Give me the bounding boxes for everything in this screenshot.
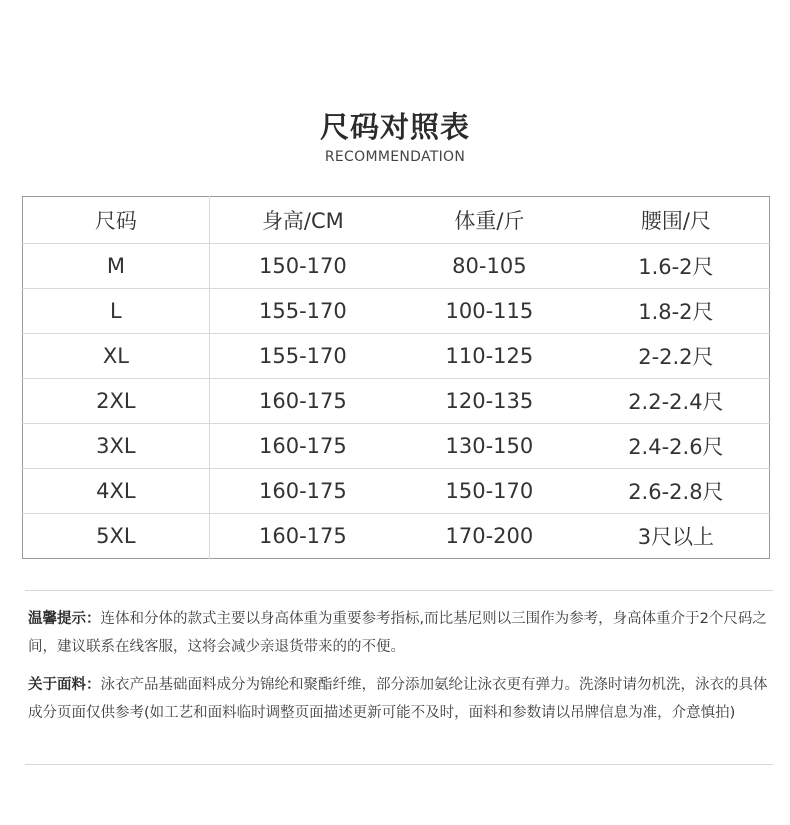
cell-height: 150-170 [209,244,396,289]
cell-waist: 2.6-2.8尺 [583,469,770,514]
bottom-divider [25,764,773,765]
header-height: 身高/CM [209,197,396,244]
cell-height: 160-175 [209,469,396,514]
cell-size: XL [23,334,210,379]
cell-size: L [23,289,210,334]
header-weight: 体重/斤 [396,197,583,244]
cell-weight: 170-200 [445,524,534,548]
cell-size: 4XL [23,469,210,514]
cell-weight: 80-105 [396,244,583,289]
cell-size: M [23,244,210,289]
fabric-note [28,671,773,727]
table-row [23,424,770,469]
table-row [23,514,770,559]
cell-waist: 2.4-2.6尺 [583,424,770,469]
table-row [23,469,770,514]
table-row [23,379,770,424]
cell-weight: 100-115 [396,289,583,334]
page-subtitle: RECOMMENDATION [324,149,466,165]
table-row [23,244,770,289]
cell-weight: 120-135 [396,379,583,424]
tip-text: 连体和分体的款式主要以身高体重为重要参考指标,而比基尼则以三围作为参考，身高体重介于2个尺码之间，建议联系在线客服，这将会减少亲退货带来的的不便。 [28,611,767,655]
fabric-text: 泳衣产品基础面料成分为锦纶和聚酯纤维，部分添加氨纶让泳衣更有弹力。洗涤时请勿机洗，泳衣的具体成分页面仅供参考(如工艺和面料临时调整页面描述更新可能不及时，面料和参数请以吊牌信息为准，介意慎拍) [28,677,768,721]
header-size: 尺码 [23,197,210,244]
header-waist: 腰围/尺 [583,197,770,244]
table-header-row [23,197,770,244]
cell-size: 5XL [23,514,210,559]
table-row [23,289,770,334]
tip-note [28,605,773,661]
cell-height: 155-170 [209,289,396,334]
top-divider [25,590,773,591]
cell-size: 3XL [23,424,210,469]
cell-waist: 1.8-2尺 [583,289,770,334]
cell-waist: 2.2-2.4尺 [583,379,770,424]
notes-section [28,605,773,737]
page-title: 尺码对照表 [319,110,470,144]
cell-weight: 110-125 [396,334,583,379]
cell-height: 155-170 [209,334,396,379]
cell-weight: 130-150 [396,424,583,469]
cell-size: 2XL [23,379,210,424]
cell-waist: 1.6-2尺 [583,244,770,289]
cell-waist: 2-2.2尺 [583,334,770,379]
cell-weight: 150-170 [396,469,583,514]
size-chart-table [22,196,770,559]
cell-height: 160-175 [259,524,347,548]
cell-height: 160-175 [209,424,396,469]
cell-height: 160-175 [209,379,396,424]
tip-label: 温馨提示： [28,611,101,627]
cell-waist: 3尺以上 [637,525,715,549]
table-row [23,334,770,379]
fabric-label: 关于面料： [28,677,101,693]
